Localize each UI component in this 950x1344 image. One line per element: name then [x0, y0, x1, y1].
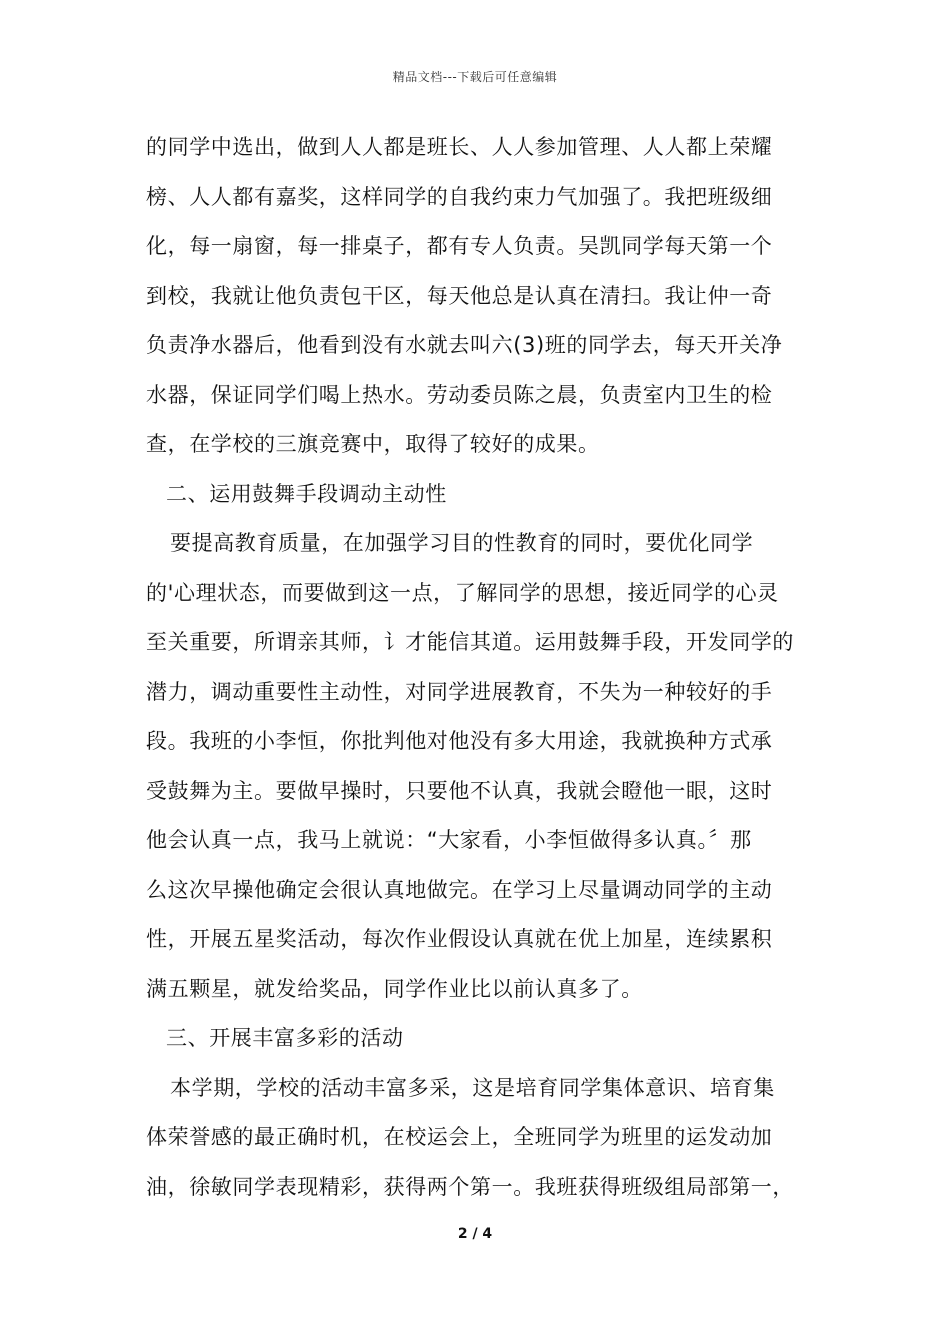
document-body: [146, 128, 826, 1217]
text-line: 的同学中选出，做到人人都是班长、人人参加管理、人人都上荣耀: [146, 135, 773, 159]
section-heading: 二、运用鼓舞手段调动主动性: [166, 481, 447, 506]
text-line: 满五颗星，就发给奖品，同学作业比以前认真多了。: [146, 976, 643, 1001]
text-line: 体荣誉感的最正确时机，在校运会上，全班同学为班里的运发动加: [146, 1125, 773, 1149]
text-line: 负责净水器后，他看到没有水就去叫六(3)班的同学去，每天开关净: [146, 333, 783, 357]
text-line: 本学期，学校的活动丰富多采，这是培育同学集体意识、培育集: [170, 1075, 775, 1100]
text-line: 至关重要，所谓亲其师，讠才能信其道。运用鼓舞手段，开发同学的: [146, 630, 794, 654]
page-number: 2 / 4: [457, 1226, 493, 1242]
text-line: 查，在学校的三旗竞赛中，取得了较好的成果。: [146, 432, 600, 456]
text-line: 么这次早操他确定会很认真地做完。在学习上尽量调动同学的主动: [146, 877, 773, 902]
text-line: 的'心理状态，而要做到这一点，了解同学的思想，接近同学的心灵: [146, 580, 779, 605]
text-line: 到校，我就让他负责包干区，每天他总是认真在清扫。我让仲一奇: [146, 283, 773, 308]
text-line: 段。我班的小李恒，你批判他对他没有多大用途，我就换种方式承: [146, 729, 773, 753]
text-line: 受鼓舞为主。要做早操时，只要他不认真，我就会瞪他一眼，这时: [146, 778, 773, 803]
text-line: 油，徐敏同学表现精彩，获得两个第一。我班获得班级组局部第一，: [146, 1174, 794, 1199]
text-line: 性，开展五星奖活动，每次作业假设认真就在优上加星，连续累积: [146, 927, 773, 951]
page-header: 精品文档---下载后可任意编辑: [392, 70, 558, 84]
text-line: 潜力，调动重要性主动性，对同学进展教育，不失为一种较好的手: [146, 679, 773, 704]
text-line: 水器，保证同学们喝上热水。劳动委员陈之晨，负责室内卫生的检: [146, 382, 773, 407]
text-line: 他会认真一点，我马上就说：“大家看，小李恒做得多认真。〞那: [146, 828, 752, 852]
section-heading: 三、开展丰富多彩的活动: [166, 1026, 404, 1050]
text-line: 化，每一扇窗，每一排桌子，都有专人负责。吴凯同学每天第一个: [146, 234, 773, 258]
text-line: 要提高教育质量，在加强学习目的性教育的同时，要优化同学: [170, 531, 754, 555]
text-line: 榜、人人都有嘉奖，这样同学的自我约束力气加强了。我把班级细: [146, 184, 773, 209]
